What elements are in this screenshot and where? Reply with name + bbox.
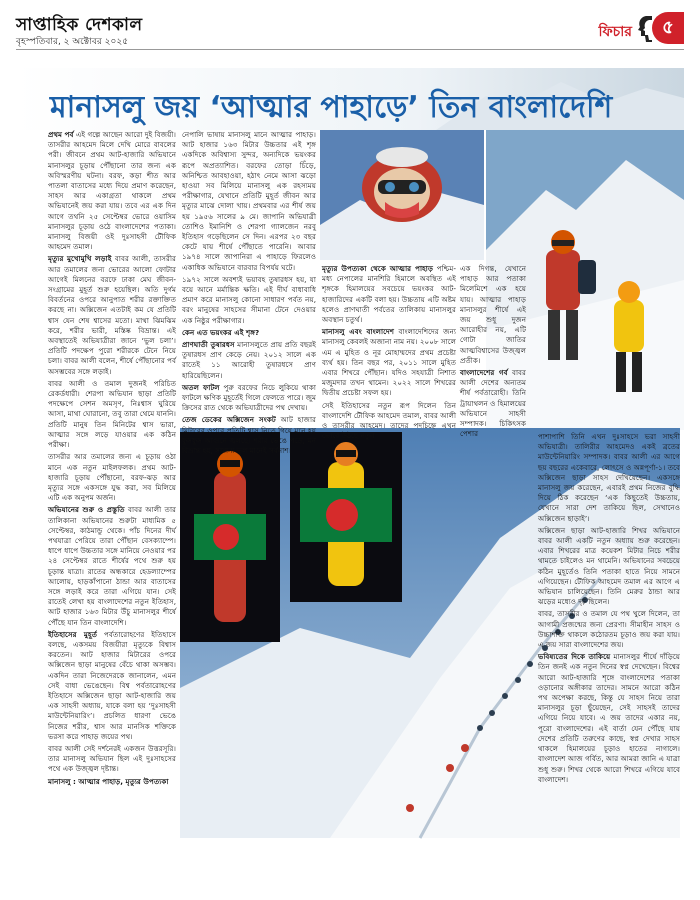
col1-text-1: বাবর আলী, তাসরীর আর তমালের জন্য ভোরের আলো ফোটার আগেই মিলনের বরফে ঢাকা মেঘ জীবন-সংগ্রামের মুহূর্ত শুরু হয়েছিল। অতি দুর্গম বিবর্তনের ওপরে আনুপাত শরীর রক্তাক্তিত করছে না। অক্সিজেন এতটাই কম যে প্রতিটি শ্বাস যেন শেষ শ্বাসের মতো। মাথা ঝিমঝিম করে, শরীর ভারী, মস্তিষ্ক বিভ্রান্ত। এই অবস্থাতেই অভিযাত্রীরা জানে ‘ভুল চলা’। প্রতিটি পদক্ষেপ পুরো শরীরকে টেনে নিয়ে চলা। বাবর আলী বলেন, শীর্ষে পৌঁছানোর পর্ব অসম্ভবের সঙ্গে লড়াই।	[48, 254, 176, 376]
col2-text-5: আট হাজার মিটারের ওপরে প্রতিটি শ্বাস নিতে গিয়ে মনে হয় ফুসফুস আগুনে জ্বলছে। শরীর ভেঙে পড়ে, মন বিভ্রান্ত হয়, সামান্য ভুল মানেই সর্বনাশ।	[182, 415, 316, 456]
col3-text-0: পশ্চিম-মধ্য নেপালের মানশিরি হিমালে অবস্থিত এই শৃঙ্গকে হিমালয়ের সবচেয়ে ভয়ংকর আট-হাজারিদের একটি বলা হয়। উচ্চতায় এটি অষ্টম হলেও প্রাণঘাতী পর্বতের তালিকায় মানাসলুর অবস্থান চতুর্থ।	[322, 264, 456, 325]
article-column-3	[322, 264, 456, 441]
col5-text-0: পাশাপাশি তিনি এখন দুঃসাহসে ভরা সাহসী অভিযাত্রী। তালিরীর আহমেদও একই ব্রতের মাউন্টেনিয়ারিং সম্পাদক। বাবর আলী এর আগে ছয় বছরের একেবারে, লোৎসে ও অন্নপূর্ণা-১। তবে অক্সিজেন ছাড়া সাহস দেখিয়েছেন। একসঙ্গে মানাসলু জয় করেছেন, এবারই প্রথম নিজের বুদ্ধি দিয়ে ঠিক করেছেন ‘এক কিছুতেই উচ্চতায়, যেখানে সারা দেশ তাকিয়ে ছিল, সেখানেও অক্সিজেন ছাড়াই’।	[538, 432, 680, 523]
headline: মানাসলু জয় ‘আত্মার পাহাড়ে’ তিন বাংলাদেশি	[50, 90, 613, 125]
col1-text-2: বাবর আলী ও তমাল দুজনই পরিচিত রেকর্ডধারী। শেরপা অভিযান ছাড়া প্রতিটি পদক্ষেপে সেশন অমসৃণ, নিঃশ্বাস ঘুরিয়ে আসা, মাথা ঘোরানো, তবু তারা থেমে যাননি। প্রতিটি মানুষ তিন মিনিটের শ্বাস ভারা, আত্মার সঙ্গে লড়ে যাওয়ার এক কঠিন পরীক্ষা।	[48, 378, 176, 450]
col3-text-1: বাংলাদেশিদের জন্য মানাসলু কেবলই অজানা নাম নয়। ২০০৮ সালে এম এ মুহিত ও নূর মোহাম্মদের প্রথম প্রচেষ্টা ব্যর্থ হয়। তিন বছর পর, ২০১১ সালে মুহিত এবার শিখরে পৌঁছান। যদিও সহযাত্রী নিশাত মজুমদার তখন থামেন। ২০২২ সালে শিখরের দ্বিতীয় প্রচেষ্টা সফল হয়।	[322, 327, 456, 398]
col1-text-5: পর্বতারোহণের ইতিহাসে বলছে, একসময় বিজয়ীরা মৃত্যুকে বিশ্বাস করতেন। আট হাজার মিটারের ওপরে অক্সিজেন ছাড়া মানুষের বেঁচে থাকা অসম্ভব। একদিন তারা নিজেদেরকে জানালেন, এমন সেই বাধা ভেঙেছেন। বিশ্ব পর্বতারোহণের ইতিহাসে অক্সিজেন ছাড়া আট-হাজারি জয় এক সাহসী অধ্যায়, যাকে বলা হয় ‘দুঃসাহসী মাউন্টেনিয়ারিং’। প্রচলিত ধারণা ভেঙে নিজের শরীর, শ্বাস আর মানসিক শক্তিকে ভরসা করে পাহাড় জয়ের পথ।	[48, 629, 176, 741]
col2-heading-5: তেজ ডেকের অক্সিজেন সংকট	[182, 415, 276, 425]
col1-text-3: তাসরীর আর তমালের জন্য এ চূড়ায় ওঠা মানে এক নতুন মাইলফলক। প্রথম আট-হাজারি চূড়ায় পৌঁছানো, বরফ-ঝড় আর মৃত্যুর সঙ্গে একসঙ্গে যুদ্ধ করা, সব মিলিয়ে এটি এক অনুপম অর্জন।	[48, 452, 176, 503]
col2-text-4: পুরু বরফের নিচে লুকিয়ে থাকা ফাটলে ক্ষণিক মুহূর্তেই গিলে ফেলতে পারে। জুম ক্রিসের রাত থেকে অভিযাত্রীদের পথ দেখায়।	[182, 382, 316, 413]
issue-date: বৃহস্পতিবার, ২ অক্টোবর ২০২৫	[16, 37, 129, 47]
col1-text-0: এই গল্পে আছেন আরো দুই বিজয়ী। তাসরীর আহমেদ মিলে দেখি মোরে বাবলের পরী। জীবনে প্রথম আট-হাজারি অভিযানে মানাসলুর চূড়ায় পৌঁছানো তার জন্য এক অবিস্মরণীয় ঘটনা। বরফ, কড়া শীত আর পাতলা বাতাসের মধ্যে দিয়ে প্রমাণ করেছেন, সাহস আর একাগ্রতা থাকলে প্রথম অভিযানেই জয় করা যায়। তবে এর এক দিন আগে তথনি ২৫ সেপ্টেম্বর ভোরে ওয়াসিম মানাসলুর চূড়ায় ওঠে বাংলাদেশের পতাকা। মানাসলু বিজয়ী ওই দুঃসাহসী টৌফিক আহমেদ তমাল।	[48, 130, 176, 252]
col2-heading-2: কেন এত ভয়ংকর এই শৃঙ্গ?	[182, 327, 260, 337]
col1-heading-7: মানাসলু : আত্মার পাহাড়, মৃত্যুর উপত্যকা	[48, 776, 169, 786]
col5-heading-3: ভবিষ্যতের দিকে তাকিয়ে	[538, 652, 611, 662]
article-column-2	[182, 130, 316, 456]
col2-text-0: নেপালি ভাষায় মানাসলু মানে আত্মার পাহাড়। আট হাজার ১৬৩ মিটার উচ্চতার এই শৃঙ্গ একদিকে অবিশ্বাস্য সুন্দর, অন্যদিকে ভয়ংকর রূপে অপ্রত্যাশিত। বরফের তোড়া চিঁড়ে, অনিশ্চিত আবহাওয়া, হঠাৎ নেমে আসা ঝড়ো হাওয়া সব মিলিয়ে মানাসলু এক রহস্যময় পরীক্ষাগার, যেখানে প্রতিটি মুহূর্ত জীবন আর মৃত্যুর মাঝে দোলা খায়। প্রথমবার এর শীর্ষ জয় হয় ১৯৫৬ সালের ৯ মে। জাপানি অভিযাত্রী তোশিও ইমানিশি ও শেরপা গ্যালজেন নরবু ইতিহাস গড়েছিলেন সে দিন। এরপর ২৩ বছর কেটে যায় শীর্ষে পৌঁছাতে পারেনি। আবার ১৯৭৪ সালে জাপানিরা এ পাহাড়ে ফিরলেও একাধিক অভিযানে বারবার বিপর্যয় ঘটে।	[182, 130, 316, 272]
col4-heading-1: বাংলাদেশের গর্ব	[460, 368, 508, 378]
article-column-5	[538, 432, 680, 892]
flag-summit-photo-2	[290, 432, 402, 602]
page-number: ৫	[652, 12, 684, 44]
col5-text-1: অক্সিজেন ছাড়া আট-হাজারি শিখর অভিযানে বাবর আলী একটি নতুন অধ্যায় শুরু করেছেন। এবার শিখরের মাত্র কয়েকশ মিটার নিচে শরীর থামতে চাইলেও মন থামেনি। অভিযানের সবচেয়ে কঠিন মুহূর্তেও তিনি পতাকা হাতে নিয়ে সামনে এগিয়েছেন। টৌফিক আহমেদ তমাল এর আগে এ অভিযান চালিয়েছেন। তিনি মেরুর ঠান্ডা আর ঝড়ের মধ্যেও দৃঢ় ছিলেন।	[538, 525, 680, 607]
col3-heading-0: মৃত্যুর উপত্যকা থেকে আত্মার পাহাড়	[322, 264, 434, 273]
col2-text-1: ১৯৭২ সালে অবশ্যই ভয়াবহ তুষারধস হয়, যা বয়ে আনে মর্মান্তিক ক্ষতি। এই দীর্ঘ বাধাবাধি প্রমাণ করে মানাসলু কোনো সাধারণ পর্বত নয়, বরং মানুষের সাহসের সীমানা টেনে দেওয়ার এক নিষ্ঠুর পরীক্ষাগার।	[182, 274, 316, 325]
climber-portrait-photo	[320, 130, 484, 260]
col1-heading-4: অভিযানের শুরু ও প্রস্তুতি	[48, 505, 125, 515]
col2-text-3: মানাসলুতে প্রায় প্রতি বছরই তুষারধস প্রাণ কেড়ে নেয়। ২০১২ সালে এক রাতেই ১১ আরোহী তুষারধসে প্রাণ হারিয়েছিলেন।	[182, 340, 316, 380]
article-column-4	[460, 264, 527, 439]
col5-text-3: মানাসলুর শীর্ষে দাঁড়িয়ে তিন জনই এক নতুন দিনের স্বপ্ন দেখেছেন। বিশ্বের আরো আট-হাজারি শৃঙ্গে বাংলাদেশের পতাকা ওড়ানোর অঙ্গীকার তাদের। সামনে আরো কঠিন পথ অপেক্ষা করছে, কিন্তু যে সাহস নিয়ে তারা মানাসলুর চূড়া ছুঁয়েছেন, সেই সাহসই তাদের এগিয়ে নিয়ে যাবে। এ জয় তাদের একার নয়, পুরো বাংলাদেশের। এই বার্তা যেন পৌঁছে যায় দেশের প্রতিটি তরুণের কাছে, স্বপ্ন দেখার সাহস থাকলে হিমালয়ের চূড়াও হাতের নাগালে। বাংলাদেশ আজ গর্বিত, আর আমরা জানি এ যাত্রা শুধু শুরু। শিখর থেকে আরো শিখরে এগিয়ে যাবে বাংলাদেশ।	[538, 652, 680, 784]
col5-text-2: বাবর, তাসরীর ও তমাল যে পথ খুলে দিলেন, তা আগামী প্রজন্মের জন্য প্রেরণা। সীমাহীন সাহস ও উচ্চাশক্তি থাকলে কঠোরতম চূড়াও জয় করা যায়। এ জয় সারা বাংলাদেশের জয়।	[538, 609, 680, 650]
col4-text-0: এক দিগন্ত, যেখানে পাহাড় আর পতাকা মিলেমিশে এক হয়ে যায়। আত্মার পাহাড় মানাসলুর শীর্ষে এই জয় শুধু দুজন আরোহীর নয়, এটি গোটা জাতির আত্মবিশ্বাসের উজ্জ্বল প্রতীক।	[460, 264, 526, 365]
section-label: ফিচার	[598, 24, 632, 40]
col3-text-2: সেই ইতিহাসের নতুন রূপ দিলেন তিন বাংলাদেশি টৌফিক আহমেদ তমাল, বাবর আলী ও তাসরীর আহমেদ। তাদের পদচিহ্নে এখন ভোরে উঠছে নতুন	[322, 400, 456, 441]
col2-heading-3: প্রাণঘাতী তুষারধস	[182, 340, 235, 350]
col2-heading-4: অতল ফাটল	[182, 382, 220, 392]
col1-heading-5: ইতিহাসের মুহূর্ত	[48, 629, 98, 639]
col1-text-4: বাবর আলী তার তালিকানা অভিযানের শুরুটা মাধ্যমিক ৫ সেপ্টেম্বর, কাঠমান্ডু থেকে। পাঁচ দিনের দীর্ঘ পথযাত্রা পেরিয়ে তারা পৌঁছান বেসক্যাম্পে। ধাপে ধাপে উচ্চতার সঙ্গে মানিয়ে নেওয়ার পর ২৪ সেপ্টেম্বর রাতে শীর্ষের পথে শুরু হয় চূড়ান্ত যাত্রা। রাতের অন্ধকারে হেডল্যাম্পের আলোয়, হাড়কাঁপানো ঠান্ডা আর বাতাসের সঙ্গে লড়াই করে তারা এগিয়ে যান। সেই রাতেই লেখা হয় বাংলাদেশের নতুন ইতিহাস, আট হাজার ১৬৩ মিটার উঁচু মানাসলুর শীর্ষে পৌঁছে যান তিন বাংলাদেশি।	[48, 505, 176, 627]
col1-text-6: বাবর আলী সেই দর্শনেরই একজন উত্তরসূরি। তার মানাসলু অভিযান ছিল এই দুঃসাহসের পথে এক উজ্জ্বল দৃষ্টান্ত।	[48, 743, 176, 774]
col3-heading-1: মানাসলু এবং বাংলাদেশ	[322, 327, 395, 337]
masthead	[16, 10, 684, 50]
col4-text-1: বাবর আলী দেশের অন্যতম শীর্ষ পর্বতারোহী। তিনি ট্রায়াথলন ও হিমালয়ের অভিযানে সাহসী সম্পাদক। চিকিৎসক পেশার	[460, 368, 527, 439]
col1-heading-1: মৃত্যুর মুখোমুখি লড়াই	[48, 254, 112, 264]
flag-summit-photo-1	[180, 432, 280, 642]
article-column-1	[48, 130, 176, 890]
col1-heading-0: প্রথম পর্ব	[48, 130, 74, 139]
profile-logo-icon	[634, 14, 654, 44]
newspaper-title: সাপ্তাহিক দেশকাল	[16, 15, 143, 35]
